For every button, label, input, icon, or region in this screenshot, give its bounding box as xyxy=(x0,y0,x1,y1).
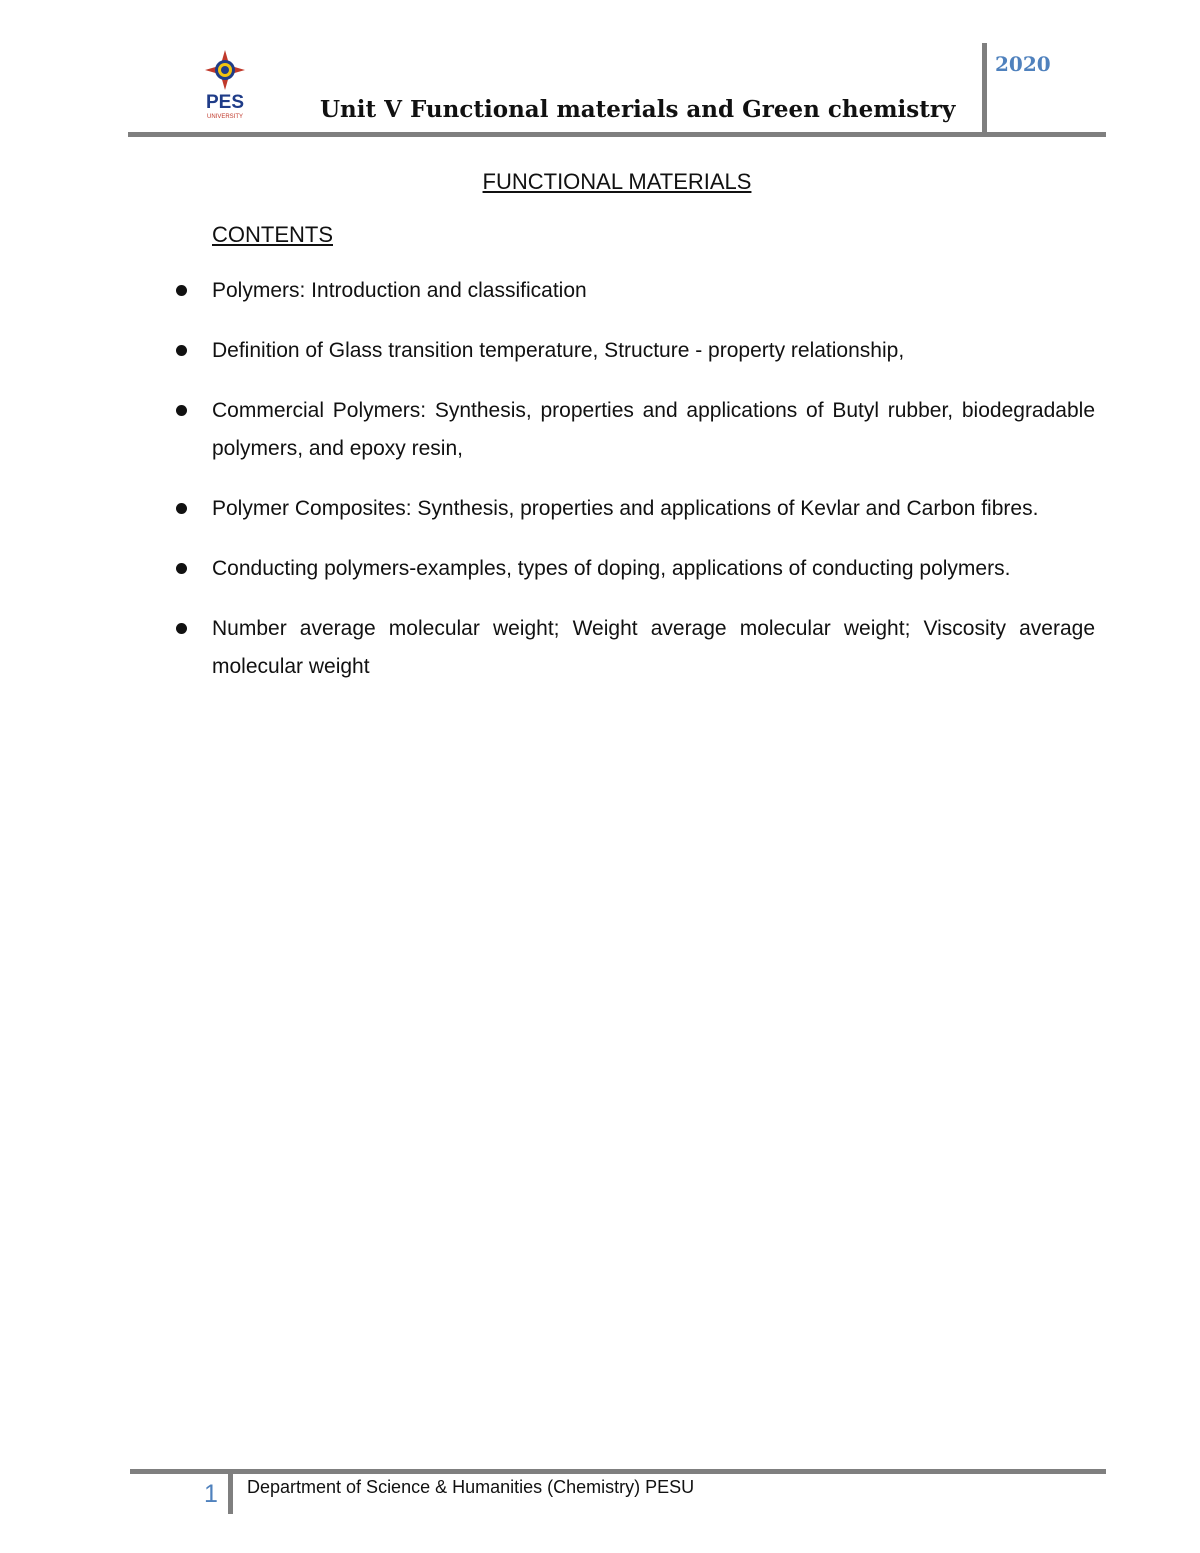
contents-heading: CONTENTS xyxy=(212,222,333,247)
footer-vertical-rule xyxy=(228,1472,233,1514)
header-vertical-rule xyxy=(982,43,987,134)
bullet-icon xyxy=(176,623,187,634)
list-item xyxy=(212,332,1095,370)
bullet-icon xyxy=(176,345,187,356)
header-horizontal-rule xyxy=(128,132,1106,137)
footer-text: Department of Science & Humanities (Chemistry) PESU xyxy=(247,1477,695,1497)
contents-list xyxy=(212,272,1095,686)
logo-subtext: UNIVERSITY xyxy=(206,114,244,120)
bullet-icon xyxy=(176,285,187,296)
list-item-text: Definition of Glass transition temperature, Structure - property relationship, xyxy=(212,339,905,362)
list-item xyxy=(212,392,1095,468)
page-number: 1 xyxy=(204,1480,218,1508)
footer-horizontal-rule xyxy=(130,1469,1106,1474)
list-item xyxy=(212,550,1095,588)
list-item xyxy=(212,490,1095,528)
list-item-text: Polymer Composites: Synthesis, properties and applications of Kevlar and Carbon fibres. xyxy=(212,497,1039,520)
bullet-icon xyxy=(176,405,187,416)
pes-university-logo xyxy=(196,50,254,122)
list-item-text: Conducting polymers-examples, types of doping, applications of conducting polymers. xyxy=(212,557,1011,580)
bullet-icon xyxy=(176,503,187,514)
list-item-text: Commercial Polymers: Synthesis, properties and applications of Butyl rubber, biodegradable polymers, and epoxy resin, xyxy=(212,399,1095,460)
list-item xyxy=(212,272,1095,310)
list-item-text: Polymers: Introduction and classification xyxy=(212,279,587,302)
header-title: Unit V Functional materials and Green chemistry xyxy=(320,96,956,123)
header-year: 2020 xyxy=(995,52,1051,76)
list-item xyxy=(212,610,1095,686)
list-item-text: Number average molecular weight; Weight average molecular weight; Viscosity average molecular weight xyxy=(212,617,1095,678)
bullet-icon xyxy=(176,563,187,574)
logo-text: PES xyxy=(205,92,245,113)
document-title: FUNCTIONAL MATERIALS xyxy=(482,169,752,194)
